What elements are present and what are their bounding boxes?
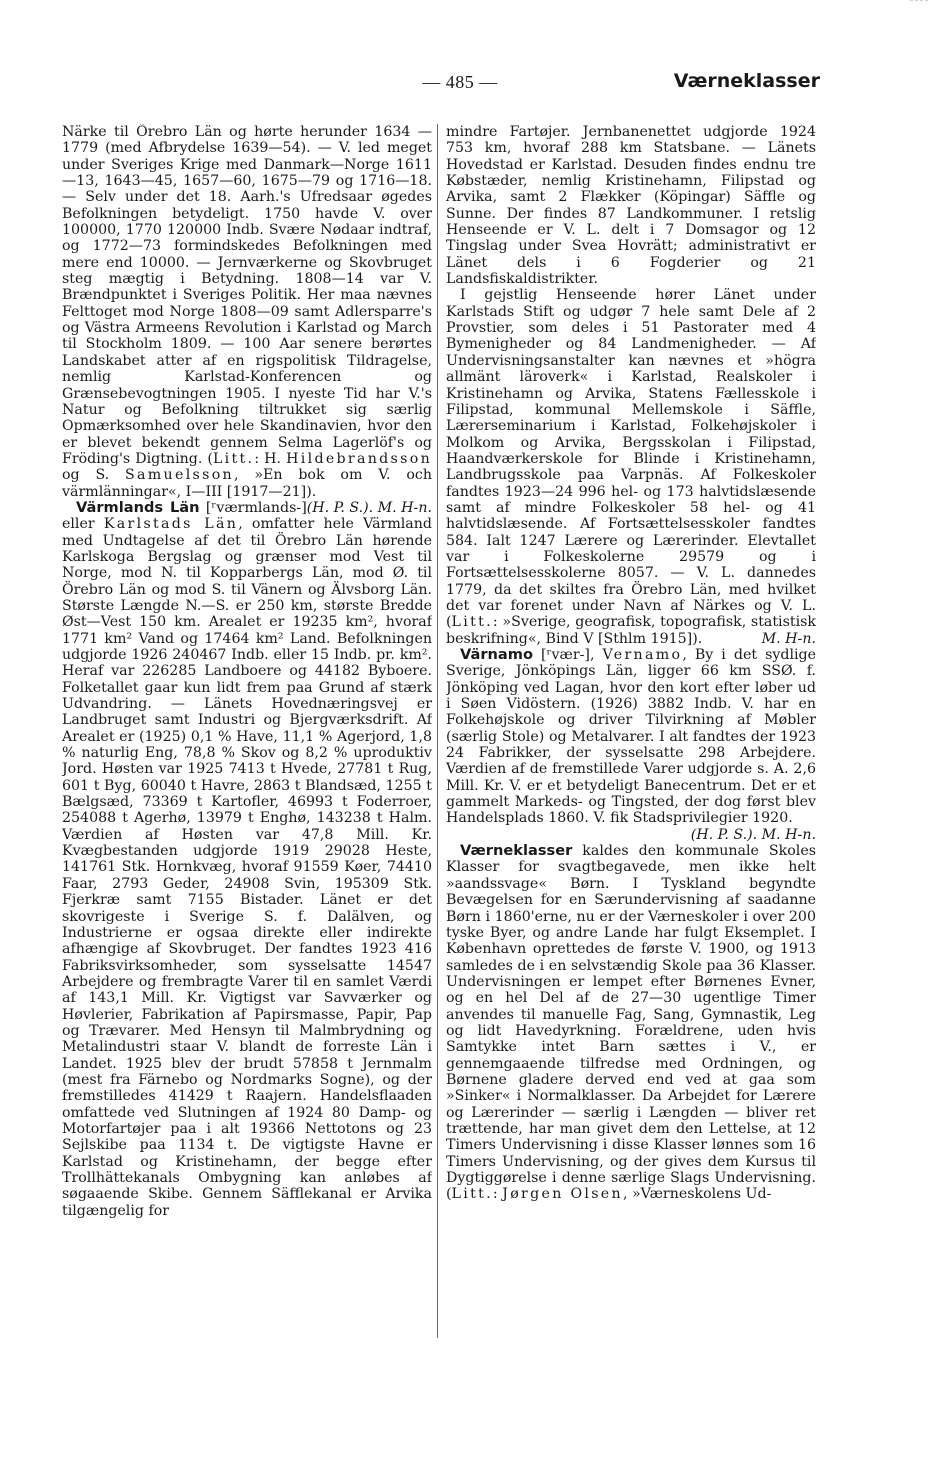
entry-text: I gejstlig Henseende hører Länet under Karlstads Stift og udgør 7 hele samt Dele af 2 Provstier, som deles i 51 Pastorater med 4 Bymenigheder og 84 Landmenigheder. — Af Undervisningsanstalter kan nævnes et »högra allmänt läroverk« i Karlstad, Realskoler i Kristinehamn og Arvika, Statens Fællesskole i Filipstad, kommunal Mellemskole i Säffle, Lærerseminarium i Karlstad, Folkehøjskoler i Molkom og Arvika, Bergsskolan i Filipstad, Haandværkerskole for Blinde i Kristinehamn, Landbrugsskole paa Varpnäs. Af Folkeskoler fandtes 1923—24 996 hel- og 173 halvtidslæsende samt af mindre Folkeskoler 58 hel- og 41 halvtidslæsende. Af Fortsættelsesskoler fandtes 584. Ialt 1247 Lærere og Lærerinder. Elevtallet var i Folkeskolerne 29579 og i Fortsættelsesskolerne 8057. — V. L. dannedes 1779, da det skiltes fra Örebro Län, med hvilket det var forenet under Navn af Närkes og V. L. ( (446, 287, 816, 631)
litt-label: Litt. (212, 450, 255, 467)
page-number: — 485 — (422, 72, 498, 92)
entry-text: , »Værneskolens Ud- (622, 1186, 772, 1203)
left-column (62, 124, 432, 1342)
column-divider (437, 124, 438, 1338)
author-signature: M. H-n. (761, 630, 816, 647)
author-name: Jørgen Olsen (502, 1186, 623, 1203)
author-signature: (H. P. S.). M. H-n. (306, 499, 432, 516)
entry-varnamo (446, 647, 816, 827)
entry-text: kaldes den kommunale Skoles Klasser for svagtbegavede, men ikke helt »aandssvage« Børn. I Tyskland begyndte Bevægelsen for en Særundervisning af saadanne Børn i 1860'erne, nu er der Værneskoler i over 200 tyske Byer, og andre Lande har fulgt Eksemplet. I København oprettedes de første V. 1900, og 1913 samledes de i en selvstændig Skole paa 36 Klasser. Undervisningen er lempet efter Børnenes Evner, og en hel Del af de 27—30 ugentlige Timer anvendes til manuelle Fag, Sang, Gymnastik, Leg og lidt Havedyrkning. Forældrene, uden hvis Samtykke intet Barn sættes i V., er gennemgaaende tilfredse med Ordningen, og Børnene gladere derved end ved at gaa som »Sinker« i Normalklasser. Da Arbejdet for Lærere og Lærerinder — særlig i Længden — bliver ret trættende, har man givet dem den Lettelse, at 12 Timers Undervisning i disse Klasser lønnes som 16 Timers Undervisning, og der gives dem Kursus til Dygtiggørelse i denne særlige Slags Undervisning. ( (446, 843, 816, 1203)
entry-text: mindre Fartøjer. Jernbanenettet udgjorde 1924 753 km, hvoraf 288 km Statsbane. — Länets Hovedstad er Karlstad. Desuden findes endnu tre Købstæder, nemlig Kristinehamn, Filipstad og Arvika, samt 2 Flækker (Köpingar) Säffle og Sunne. Der findes 87 Landkommuner. I retslig Henseende er V. L. delt i 7 Domsagor og 12 Tingslag under Svea Hovrätt; administrativt er Länet dels i 6 Fogderier og 21 Landsfiskaldistrikter. (446, 124, 816, 288)
entry-headword: Værneklasser (460, 842, 573, 860)
entry-text: : »Sverige, geografisk, topografisk, statistisk beskrifning«, Bind V [Sthlm 1915]). (446, 614, 816, 647)
spaced-term: Karlstads Län (103, 516, 239, 533)
author-signature: (H. P. S.). M. H-n. (690, 826, 816, 843)
entry-text: , By i det sydlige Sverige, Jönköpings Län, ligger 66 km SSØ. f. Jönköping ved Lagan, hvor den kort efter løber ud i Søen Vidöstern. (1926) 3882 Indb. V. har en Folkehøjskole og driver Tilvirkning af Møbler (særlig Stole) og Metalvarer. I alt fandtes der 1923 24 Fabrikker, der sysselsatte 298 Arbejdere. Værdien af de fremstillede Varer udgjorde s. A. 2,6 Mill. Kr. V. er et betydeligt Banecentrum. Det er et gammelt Markeds- og Tingsted, der dog først blev Handelsplads 1860. V. fik Stadsprivilegier 1920. (446, 647, 816, 827)
scan-edge-mark (910, 0, 928, 7)
entry-text: Närke til Örebro Län og hørte herunder 1634 —1779 (med Afbrydelse 1639—54). — V. led meget under Sveriges Krige med Danmark—Norge 1611—13, 1643—45, 1657—60, 1675—79 og 1716—18. — Selv under det 18. Aarh.'s Ufredsaar øgedes Befolkningen betydeligt. 1750 havde V. over 100000, 1770 120000 Indb. Svære Nødaar indtraf, og 1772—73 formindskedes Befolkningen med mere end 10000. — Jernværkerne og Skovbruget steg mægtig i Betydning. 1808—14 var V. Brændpunktet i Sveriges Politik. Her maa nævnes Felttoget mod Norge 1808—09 samt Adlersparre's og Västra Armeens Revolution i Karlstad og March til Stockholm 1809. — 100 Aar senere berørtes Landskabet atter af en rigspolitisk Tildragelse, nemlig Karlstad-Konferencen og Grænsebevogtningen 1905. I nyeste Tid har V.'s Natur og Befolkning tiltrukket sig særlig Opmærksomhed over hele Skandinavien, hvor den er blevet bekendt gennem Selma Lagerlöf's og Fröding's Digtning. ( (62, 124, 432, 467)
spaced-term: Vernamo (602, 647, 683, 663)
entry-text: [ʳvær-], (533, 647, 603, 663)
right-column (446, 124, 816, 1342)
entry-continuation (446, 124, 816, 287)
author-name: Hildebrandsson (286, 450, 432, 467)
entry-varmlands-lan (62, 500, 432, 1219)
entry-text: [ʳværmlands-] eller (62, 499, 307, 533)
running-head: Værneklasser (673, 70, 820, 92)
entry-headword: Värnamo (460, 646, 534, 663)
page-header (60, 68, 820, 98)
entry-text: , omfatter hele Värmland med Undtagelse af det til Örebro Län hørende Karlskoga Bergslag og grænser mod Vest til Norge, mod N. til Kopparbergs Län, mod Ø. til Örebro Län og mod S. til Vänern og Älvsborg Län. Største Længde N.—S. er 250 km, største Bredde Øst—Vest 150 km. Arealet er 19235 km², hvoraf 1771 km² Vand og 17464 km² Land. Befolkningen udgjorde 1926 240467 Indb. eller 15 Indb. pr. km². Heraf var 226285 Landboere og 44182 Byboere. Folketallet gaar kun lidt frem paa Grund af stærk Udvandring. — Länets Hovednæringsvej er Landbruget samt Industri og Bjergværksdrift. Af Arealet er (1925) 0,1 % Have, 11,1 % Agerjord, 1,8 % naturlig Eng, 78,8 % Skov og 8,2 % uproduktiv Jord. Høsten var 1925 7413 t Hvede, 27781 t Rug, 601 t Byg, 60040 t Havre, 2863 t Blandsæd, 1255 t Bælgsæd, 73369 t Kartofler, 46993 t Foderroer, 254088 t Agerhø, 13979 t Enghø, 143238 t Halm. Værdien af Høsten var 47,8 Mill. Kr. Kvægbestanden udgjorde 1919 29028 Heste, 141761 Stk. Hornkvæg, hvoraf 91559 Køer, 74410 Faar, 2793 Geder, 24908 Svin, 195309 Stk. Fjerkræ samt 7155 Bistader. Länet er det skovrigeste i Sverige S. f. Dalälven, og Industrierne er ogsaa direkte eller indirekte afhængige af Skovbruget. Der fandtes 1923 416 Fabriksvirksomheder, som sysselsatte 14547 Arbejdere og frembragte Varer til en samlet Værdi af 143,1 Mill. Kr. Vigtigst var Savværker og Høvlerier, Fabrikation af Papirsmasse, Papir, Pap og Trævarer. Med Hensyn til Malmbrydning og Metalindustri staar V. blandt de forreste Län i Landet. 1925 blev der brudt 57858 t Jernmalm (mest fra Färnebo og Nordmarks Sogne), og der fremstilledes 41429 t Raajern. Handelsflaaden omfattede ved Slutningen af 1924 80 Damp- og Motorfartøjer paa i alt 19366 Nettotons og 23 Sejlskibe paa 1134 t. De vigtigste Havne er Karlstad og Kristinehamn, der begge efter Trollhättekanals Ombygning kan anløbes af søgaaende Skibe. Gennem Säfflekanal er Arvika tilgængelig for (62, 516, 432, 1219)
entry-text: og S. (62, 467, 126, 484)
entry-text: , »En bok om V. och värmlänningar«, I—III [1917—21]). (62, 467, 432, 500)
entry-text: : H. (254, 450, 287, 467)
author-name: Samuelsson (125, 467, 234, 484)
entry-vaerneklasser (446, 843, 816, 1203)
entry-paragraph (446, 287, 816, 647)
entry-headword: Värmlands Län (76, 498, 200, 516)
litt-label: Litt. (451, 1186, 493, 1203)
entry-text: : (492, 1186, 503, 1203)
litt-label: Litt. (451, 614, 493, 631)
